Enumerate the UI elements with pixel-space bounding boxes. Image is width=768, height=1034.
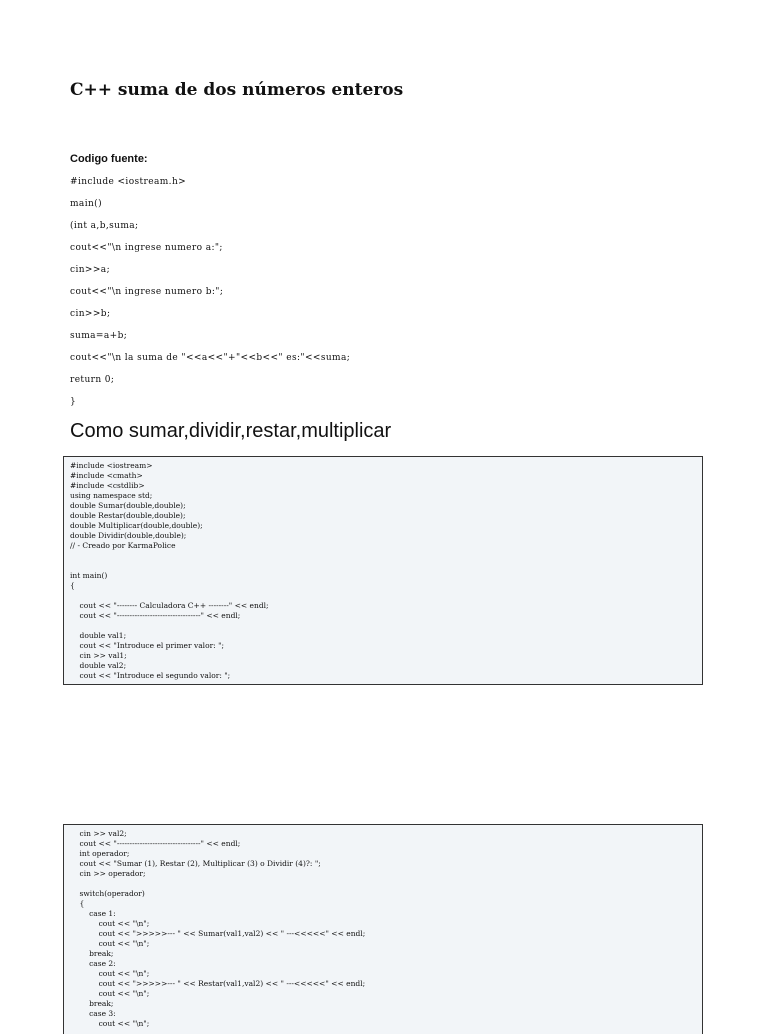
code-line: cout<<"\n ingrese numero a:"; <box>70 243 223 253</box>
code-line: return 0; <box>70 375 115 385</box>
code-line: (int a,b,suma; <box>70 221 139 231</box>
code-block-text: cin >> val2; cout << "---------------------------------" << endl; int operador; cout << "Sumar (1), Restar (2), Multiplicar (3) o Dividir (4)?: "; cin >> operador; switch(operador) { case 1: cout << "\n"; cout << ">>>>>--- " << Sumar(val1,val2) << " ---<<<<<" << endl; cout << "\n"; break; case 2: cout << "\n"; cout << ">>>>>--- " << Restar(val1,val2) << " ---<<<<<" << endl; cout << "\n"; break; case 3: cout << "\n"; <box>79 829 366 1028</box>
code-line: #include <iostream.h> <box>70 177 187 187</box>
code-line: suma=a+b; <box>70 331 128 341</box>
code-line: cout<<"\n ingrese numero b:"; <box>70 287 224 297</box>
code-line: cin>>a; <box>70 265 110 275</box>
code-line: main() <box>70 199 102 209</box>
page-title: C++ suma de dos números enteros <box>70 80 404 100</box>
section-heading: Como sumar,dividir,restar,multiplicar <box>70 420 392 442</box>
code-line: } <box>70 397 77 407</box>
code-line: cin>>b; <box>70 309 111 319</box>
code-block-text: #include <iostream> #include <cmath> #include <cstdlib> using namespace std; double Sumar(double,double); double Restar(double,double); double Multiplicar(double,double); double Dividir(double,double); // - Creado por KarmaPolice int main() { cout << "-------- Calculadora C++ --------" << endl; cout << "---------------------------------" << endl; double val1; cout << "Introduce el primer valor: "; cin >> val1; double val2; cout << "Introduce el segundo valor: "; <box>70 461 269 680</box>
code-block-calculator-part2 <box>63 824 703 1034</box>
simple-code-listing <box>70 176 690 418</box>
code-line: cout<<"\n la suma de "<<a<<"+"<<b<<" es:"<<suma; <box>70 353 351 363</box>
code-block-calculator-part1 <box>63 456 703 685</box>
source-code-label: Codigo fuente: <box>70 153 148 165</box>
